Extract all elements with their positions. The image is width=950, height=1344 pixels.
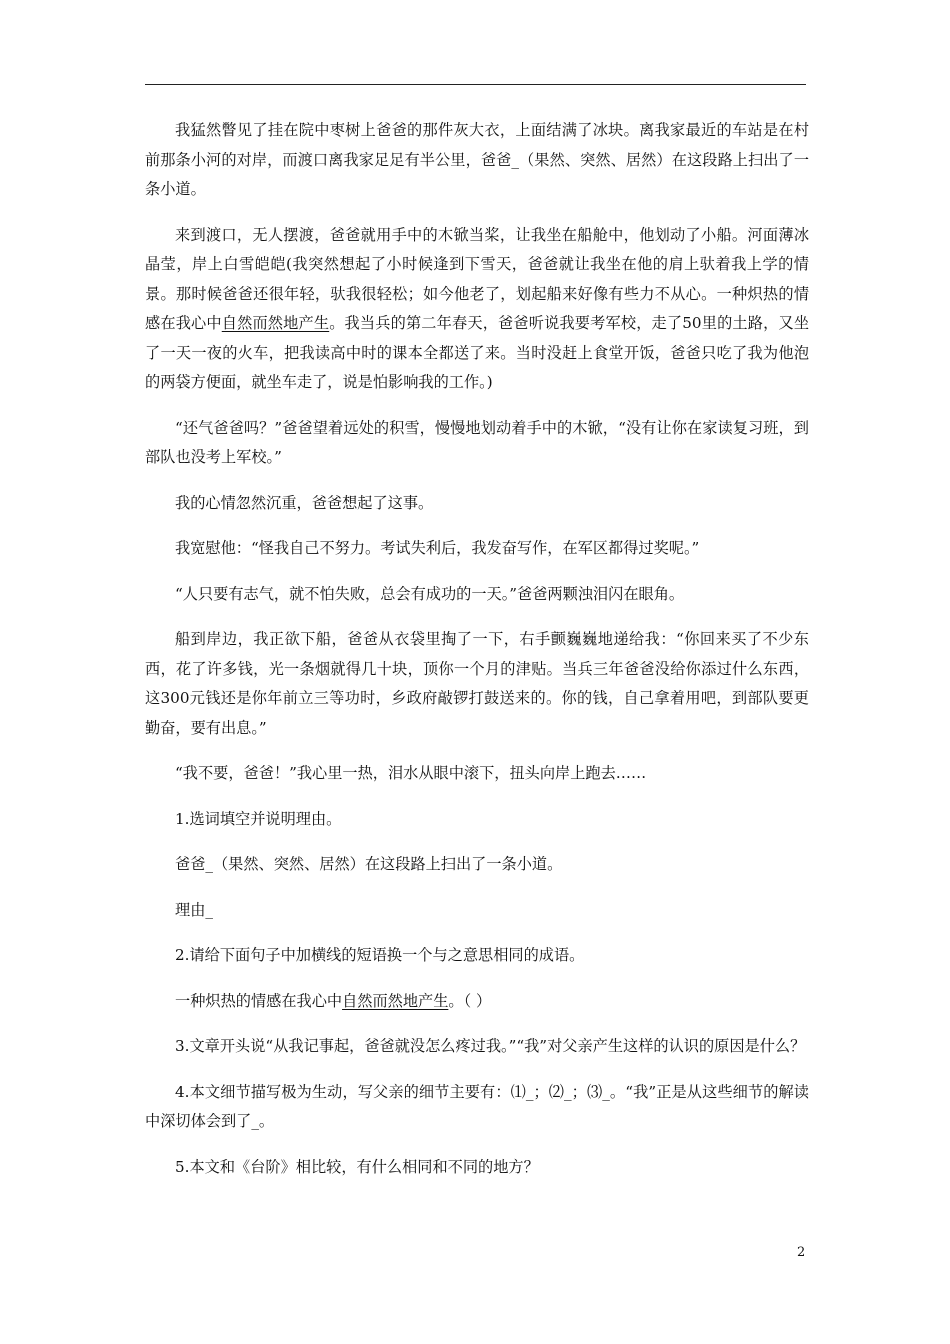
- sentence-text: 一种炽热的情感在我心中: [175, 991, 343, 1010]
- underlined-phrase: 自然而然地产生: [342, 991, 449, 1010]
- header-rule: [145, 84, 806, 85]
- question-1-sentence: 爸爸_（果然、突然、居然）在这段路上扫出了一条小道。: [175, 855, 563, 873]
- story-paragraph: “人只要有志气，就不怕失败，总会有成功的一天。”爸爸两颗浊泪闪在眼角。: [175, 584, 685, 603]
- paragraph-text: 。我当兵的第二年春天，爸爸听说我要考军校，走了50里的土路，又坐了一天一夜的火车，把我读高中时的课本全都送了来。当时没赶上食堂开饭，爸爸只吃了我为他泡的两袋方便面，就坐车走了，说是怕影响我的工作。): [145, 314, 810, 391]
- question-5: 5.本文和《台阶》相比较，有什么相同和不同的地方？: [175, 1157, 539, 1176]
- question-4: 4.本文细节描写极为生动，写父亲的细节主要有：⑴_；⑵_；⑶_。“我”正是从这些细节的解读中深切体会到了_。: [145, 1082, 809, 1130]
- story-paragraph: “还气爸爸吗？”爸爸望着远处的积雪，慢慢地划动着手中的木锨，“没有让你在家读复习班，到部队也没考上军校。”: [145, 418, 809, 466]
- story-paragraph: 我猛然瞥见了挂在院中枣树上爸爸的那件灰大衣，上面结满了冰块。离我家最近的车站是在村前那条小河的对岸，而渡口离我家足足有半公里，爸爸_（果然、突然、居然）在这段路上扫出了一条小道。: [145, 121, 809, 198]
- sentence-text: 。（ ）: [448, 991, 492, 1010]
- question-1-reason: 理由_: [175, 900, 213, 919]
- document-body: [145, 116, 809, 1198]
- question-1: 1.选词填空并说明理由。: [175, 809, 342, 828]
- story-paragraph: [145, 221, 809, 398]
- paragraph-text: 来到渡口，无人摆渡，爸爸就用手中的木锨当桨，让我坐在船舱中，他划动了小船。河面薄冰晶莹，岸上白雪皑皑(我突然想起了小时候逢到下雪天，爸爸就让我坐在他的肩上驮着我上学的情景。那时候爸爸还很年轻，驮我很轻松；如今他老了，划起船来好像有些力不从心。一种炽热的情感在我心中: [145, 225, 809, 332]
- question-2: 2.请给下面句子中加横线的短语换一个与之意思相同的成语。: [175, 946, 585, 964]
- question-3: 3.文章开头说“从我记事起，爸爸就没怎么疼过我。”“我”对父亲产生这样的认识的原因是什么？: [175, 1037, 806, 1055]
- story-paragraph: “我不要，爸爸！”我心里一热，泪水从眼中滚下，扭头向岸上跑去……: [175, 764, 647, 782]
- underlined-phrase: 自然而然地产生: [221, 314, 330, 332]
- story-paragraph: 我宽慰他：“怪我自己不努力。考试失利后，我发奋写作，在军区都得过奖呢。”: [175, 539, 700, 557]
- story-paragraph: 我的心情忽然沉重，爸爸想起了这事。: [175, 493, 434, 512]
- page-number: 2: [797, 1245, 806, 1260]
- question-2-sentence: [145, 987, 809, 1017]
- story-paragraph: 船到岸边，我正欲下船，爸爸从衣袋里掏了一下，右手颤巍巍地递给我：“你回来买了不少东西，花了许多钱，光一条烟就得几十块，顶你一个月的津贴。当兵三年爸爸没给你添过什么东西，这300元钱还是你年前立三等功时，乡政府敲锣打鼓送来的。你的钱，自己拿着用吧，到部队要更勤奋，要有出息。”: [145, 630, 809, 737]
